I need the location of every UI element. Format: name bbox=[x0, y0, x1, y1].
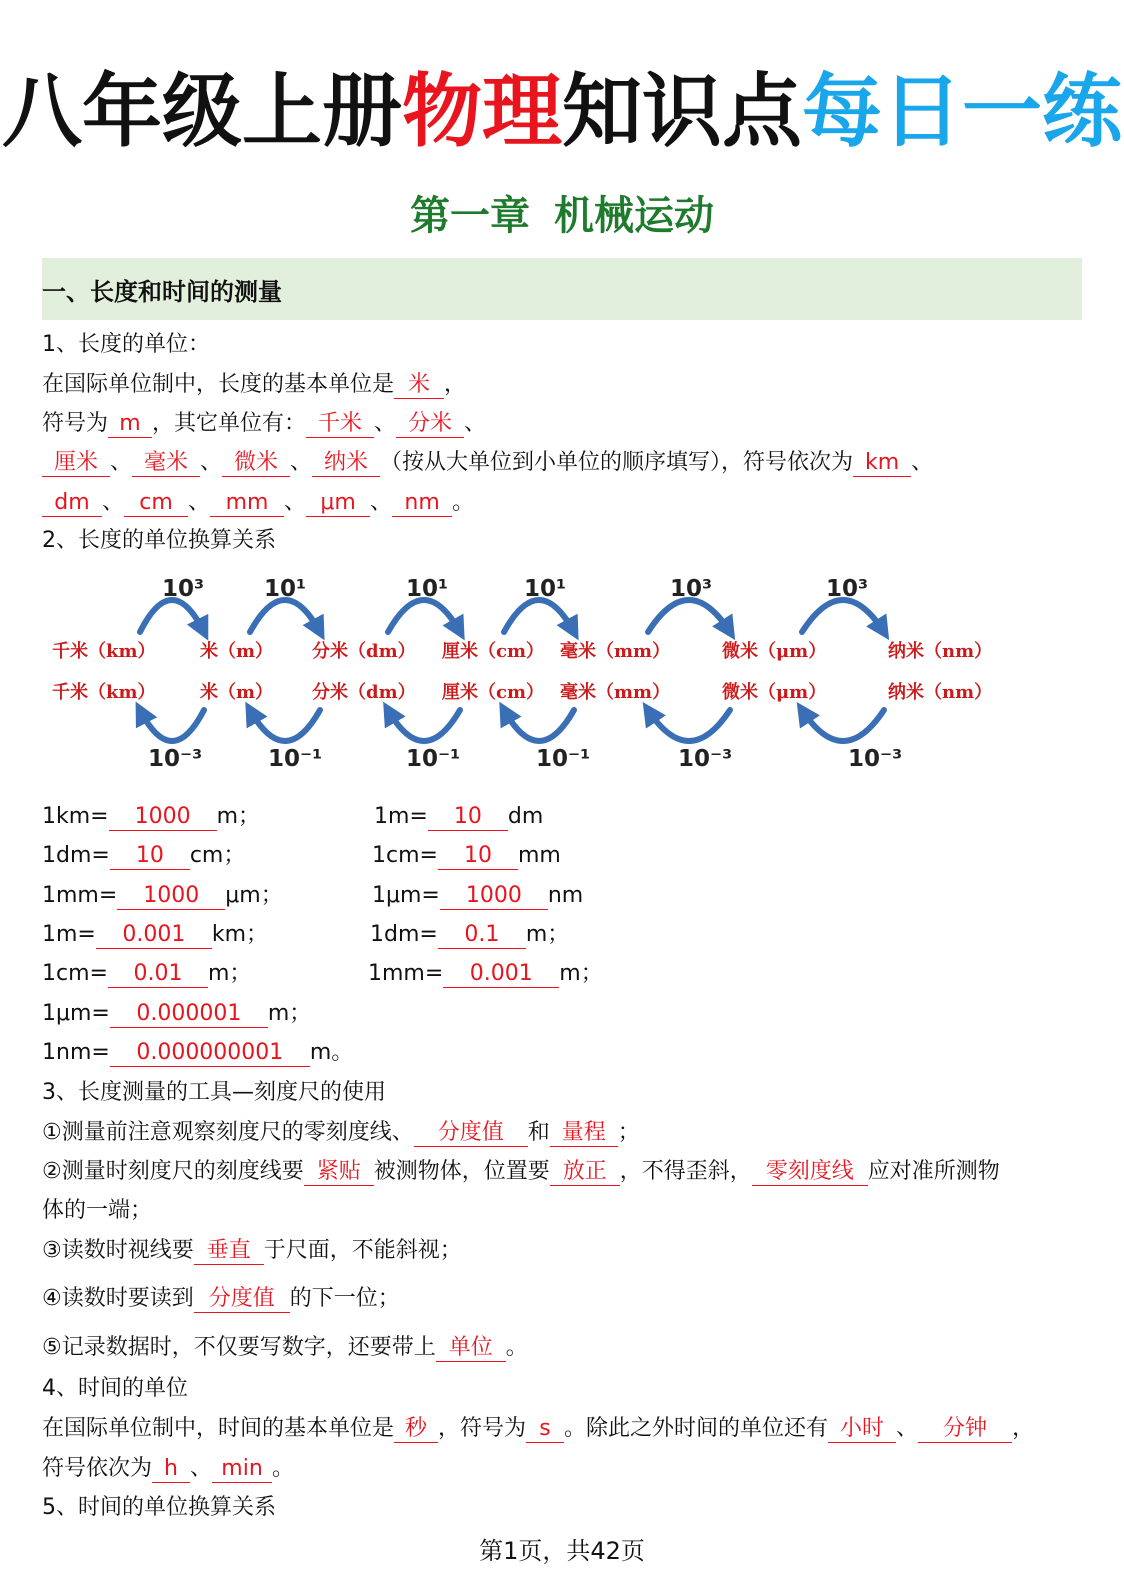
answer-blank: 10 bbox=[428, 804, 508, 831]
answer-blank: 毫米 bbox=[132, 450, 200, 477]
answer-blank: m bbox=[108, 411, 152, 438]
conversion-row bbox=[42, 920, 268, 950]
power-label-down: 10⁻¹ bbox=[536, 746, 591, 772]
text: 、 bbox=[200, 450, 223, 475]
conversion-row bbox=[374, 802, 543, 832]
answer-blank: 放正 bbox=[550, 1159, 620, 1186]
unit-label-bottom: 厘米（cm） bbox=[442, 682, 545, 703]
text: 、 bbox=[102, 490, 125, 515]
text: 符号为 bbox=[42, 411, 109, 436]
title-part-daily: 每日一练 bbox=[802, 65, 1122, 158]
conversion-unit: dm bbox=[507, 804, 544, 829]
answer-blank: 秒 bbox=[394, 1416, 438, 1443]
text: 被测物体，位置要 bbox=[373, 1159, 550, 1184]
conversion-row bbox=[372, 841, 561, 871]
conversion-lhs: 1km= bbox=[42, 804, 109, 829]
conversion-lhs: 1dm= bbox=[370, 922, 438, 947]
p3-item-5 bbox=[42, 1333, 528, 1363]
arrow-up-icon bbox=[648, 600, 730, 632]
conversion-unit: m； bbox=[216, 804, 261, 829]
conversion-row bbox=[42, 1038, 353, 1068]
conversion-unit: m。 bbox=[309, 1040, 354, 1065]
answer-blank: 千米 bbox=[306, 411, 374, 438]
answer-blank: km bbox=[853, 450, 911, 477]
answer-blank: 分钟 bbox=[918, 1416, 1012, 1443]
p1-line-1 bbox=[42, 370, 466, 400]
power-label-down: 10⁻¹ bbox=[268, 746, 323, 772]
answer-blank: 小时 bbox=[828, 1416, 896, 1443]
answer-blank: 0.000001 bbox=[110, 1001, 268, 1028]
answer-blank: mm bbox=[210, 490, 284, 517]
text: ，符号为 bbox=[438, 1416, 527, 1441]
section-header bbox=[42, 258, 1082, 320]
p3-item-2-cont: 体的一端； bbox=[42, 1198, 153, 1223]
p2-heading: 2、长度的单位换算关系 bbox=[42, 528, 276, 553]
answer-blank: 10 bbox=[110, 843, 190, 870]
conversion-row bbox=[42, 802, 260, 832]
answer-blank: 1000 bbox=[440, 883, 548, 910]
unit-label-top: 纳米（nm） bbox=[888, 641, 993, 662]
power-label-up: 10¹ bbox=[524, 576, 567, 602]
unit-label-top: 微米（μm） bbox=[722, 641, 827, 662]
conversion-row bbox=[368, 959, 603, 989]
answer-blank: 零刻度线 bbox=[752, 1159, 868, 1186]
answer-blank: 紧贴 bbox=[304, 1159, 374, 1186]
answer-blank: 微米 bbox=[222, 450, 290, 477]
answer-blank: 厘米 bbox=[42, 450, 110, 477]
arrow-up-icon bbox=[140, 600, 204, 632]
text: ， bbox=[444, 372, 467, 397]
conversion-lhs: 1mm= bbox=[368, 961, 444, 986]
answer-blank: 0.01 bbox=[108, 961, 208, 988]
title-part-physics: 物理 bbox=[402, 65, 562, 158]
text: ⑤记录数据时，不仅要写数字，还要带上 bbox=[42, 1335, 436, 1360]
unit-label-bottom: 纳米（nm） bbox=[888, 682, 993, 703]
answer-blank: 0.001 bbox=[96, 922, 212, 949]
power-label-down: 10⁻³ bbox=[148, 746, 203, 772]
conversion-unit: m； bbox=[207, 961, 252, 986]
unit-label-bottom: 毫米（mm） bbox=[560, 682, 671, 703]
arrow-down-icon bbox=[140, 710, 204, 741]
arrow-up-icon bbox=[802, 600, 884, 632]
answer-blank: 0.001 bbox=[443, 961, 559, 988]
answer-blank: cm bbox=[124, 490, 188, 517]
text: 。 bbox=[452, 490, 475, 515]
conversion-lhs: 1cm= bbox=[42, 961, 108, 986]
unit-conversion-diagram bbox=[42, 566, 1042, 780]
conversion-row bbox=[372, 881, 583, 911]
text: ，其它单位有： bbox=[152, 411, 307, 436]
page-footer: 第1页，共42页 bbox=[479, 1537, 645, 1565]
conversion-row bbox=[42, 881, 283, 911]
text: 、 bbox=[284, 490, 307, 515]
p3-item-3 bbox=[42, 1236, 462, 1266]
power-label-down: 10⁻¹ bbox=[406, 746, 461, 772]
conversion-lhs: 1μm= bbox=[42, 1001, 110, 1026]
power-label-down: 10⁻³ bbox=[678, 746, 733, 772]
power-label-up: 10¹ bbox=[264, 576, 307, 602]
answer-blank: min bbox=[212, 1456, 272, 1483]
answer-blank: 垂直 bbox=[194, 1238, 264, 1265]
text: （按从大单位到小单位的顺序填写），符号依次为 bbox=[380, 450, 854, 475]
conversion-unit: mm bbox=[517, 843, 561, 868]
arrow-down-icon bbox=[802, 710, 884, 741]
p1-line-3 bbox=[42, 448, 933, 478]
conversion-lhs: 1cm= bbox=[372, 843, 438, 868]
unit-label-bottom: 微米（μm） bbox=[722, 682, 827, 703]
answer-blank: h bbox=[152, 1456, 190, 1483]
text: ； bbox=[617, 1120, 640, 1145]
title-part-knowledge: 知识点 bbox=[562, 65, 802, 158]
arrow-up-icon bbox=[250, 600, 320, 632]
chapter-title: 第一章 机械运动 bbox=[410, 193, 714, 239]
conversion-unit: m； bbox=[559, 961, 603, 986]
text: 、 bbox=[370, 490, 393, 515]
answer-blank: 分度值 bbox=[414, 1120, 528, 1147]
text: ①测量前注意观察刻度尺的零刻度线、 bbox=[42, 1120, 414, 1145]
text: 。 bbox=[505, 1335, 528, 1360]
answer-blank: 分米 bbox=[396, 411, 464, 438]
arrow-down-icon bbox=[388, 710, 460, 741]
conversion-lhs: 1μm= bbox=[372, 883, 440, 908]
text: 、 bbox=[110, 450, 133, 475]
conversion-unit: μm； bbox=[225, 883, 283, 908]
conversion-unit: km； bbox=[211, 922, 269, 947]
text: 。除此之外时间的单位还有 bbox=[564, 1416, 829, 1441]
answer-blank: 1000 bbox=[109, 804, 217, 831]
text: 、 bbox=[374, 411, 397, 436]
conversion-unit: m； bbox=[525, 922, 570, 947]
text: 、 bbox=[896, 1416, 919, 1441]
unit-label-bottom: 千米（km） bbox=[52, 682, 156, 703]
conversion-lhs: 1nm= bbox=[42, 1040, 110, 1065]
answer-blank: μm bbox=[306, 490, 370, 517]
answer-blank: 量程 bbox=[550, 1120, 618, 1147]
text: ，不得歪斜， bbox=[619, 1159, 752, 1184]
power-label-up: 10³ bbox=[826, 576, 869, 602]
conversion-lhs: 1m= bbox=[42, 922, 96, 947]
conversion-lhs: 1dm= bbox=[42, 843, 110, 868]
text: ③读数时视线要 bbox=[42, 1238, 194, 1263]
conversion-row bbox=[370, 920, 569, 950]
p4-line-1 bbox=[42, 1414, 1034, 1444]
answer-blank: 10 bbox=[438, 843, 518, 870]
unit-label-top: 分米（dm） bbox=[312, 641, 416, 662]
text: 的下一位； bbox=[289, 1286, 400, 1311]
conversion-unit: nm bbox=[547, 883, 584, 908]
power-label-up: 10³ bbox=[670, 576, 713, 602]
conversion-lhs: 1mm= bbox=[42, 883, 118, 908]
unit-label-top: 米（m） bbox=[200, 641, 274, 662]
section-title: 一、长度和时间的测量 bbox=[42, 278, 282, 306]
conversion-row bbox=[42, 841, 245, 871]
p3-heading: 3、长度测量的工具—刻度尺的使用 bbox=[42, 1080, 386, 1105]
unit-label-bottom: 米（m） bbox=[200, 682, 274, 703]
text: 和 bbox=[527, 1120, 550, 1145]
text: 。 bbox=[272, 1456, 295, 1481]
p3-item-2 bbox=[42, 1157, 1000, 1187]
text: 于尺面，不能斜视； bbox=[263, 1238, 462, 1263]
arrow-down-icon bbox=[648, 710, 730, 741]
answer-blank: s bbox=[526, 1416, 564, 1443]
text: ， bbox=[1012, 1416, 1035, 1441]
unit-label-top: 千米（km） bbox=[52, 641, 156, 662]
arrow-up-icon bbox=[388, 600, 460, 632]
text: ②测量时刻度尺的刻度线要 bbox=[42, 1159, 304, 1184]
text: 、 bbox=[464, 411, 487, 436]
power-label-up: 10³ bbox=[162, 576, 205, 602]
answer-blank: 分度值 bbox=[194, 1286, 290, 1313]
arrow-up-icon bbox=[504, 600, 574, 632]
text: 、 bbox=[911, 450, 934, 475]
answer-blank: 米 bbox=[394, 372, 444, 399]
p5-heading: 5、时间的单位换算关系 bbox=[42, 1495, 276, 1520]
answer-blank: dm bbox=[42, 490, 102, 517]
arrow-down-icon bbox=[504, 710, 574, 741]
unit-label-bottom: 分米（dm） bbox=[312, 682, 416, 703]
power-label-down: 10⁻³ bbox=[848, 746, 903, 772]
conversion-row bbox=[42, 999, 311, 1029]
answer-blank: 纳米 bbox=[312, 450, 380, 477]
p4-line-2 bbox=[42, 1454, 294, 1484]
answer-blank: 单位 bbox=[436, 1335, 506, 1362]
p1-heading: 1、长度的单位： bbox=[42, 332, 210, 357]
text: 应对准所测物 bbox=[867, 1159, 1000, 1184]
conversion-lhs: 1m= bbox=[374, 804, 428, 829]
p3-item-1 bbox=[42, 1118, 640, 1148]
p1-line-4 bbox=[42, 488, 474, 518]
text: 、 bbox=[290, 450, 313, 475]
text: 、 bbox=[188, 490, 211, 515]
text: 符号依次为 bbox=[42, 1456, 153, 1481]
text: 在国际单位制中，长度的基本单位是 bbox=[42, 372, 395, 397]
text: ④读数时要读到 bbox=[42, 1286, 194, 1311]
conversion-row bbox=[42, 959, 251, 989]
answer-blank: 1000 bbox=[117, 883, 225, 910]
answer-blank: 0.000000001 bbox=[110, 1040, 310, 1067]
conversion-unit: cm； bbox=[189, 843, 246, 868]
title-part-grade: 八年级上册 bbox=[2, 65, 402, 158]
answer-blank: 0.1 bbox=[438, 922, 526, 949]
answer-blank: nm bbox=[392, 490, 452, 517]
p4-heading: 4、时间的单位 bbox=[42, 1376, 188, 1401]
arrow-down-icon bbox=[250, 710, 320, 741]
power-label-up: 10¹ bbox=[406, 576, 449, 602]
p1-line-2 bbox=[42, 409, 486, 439]
conversion-unit: m； bbox=[267, 1001, 312, 1026]
text: 在国际单位制中，时间的基本单位是 bbox=[42, 1416, 395, 1441]
text: 、 bbox=[190, 1456, 213, 1481]
p3-item-4 bbox=[42, 1284, 400, 1314]
unit-label-top: 毫米（mm） bbox=[560, 641, 671, 662]
page-title bbox=[0, 62, 1124, 162]
unit-label-top: 厘米（cm） bbox=[442, 641, 545, 662]
